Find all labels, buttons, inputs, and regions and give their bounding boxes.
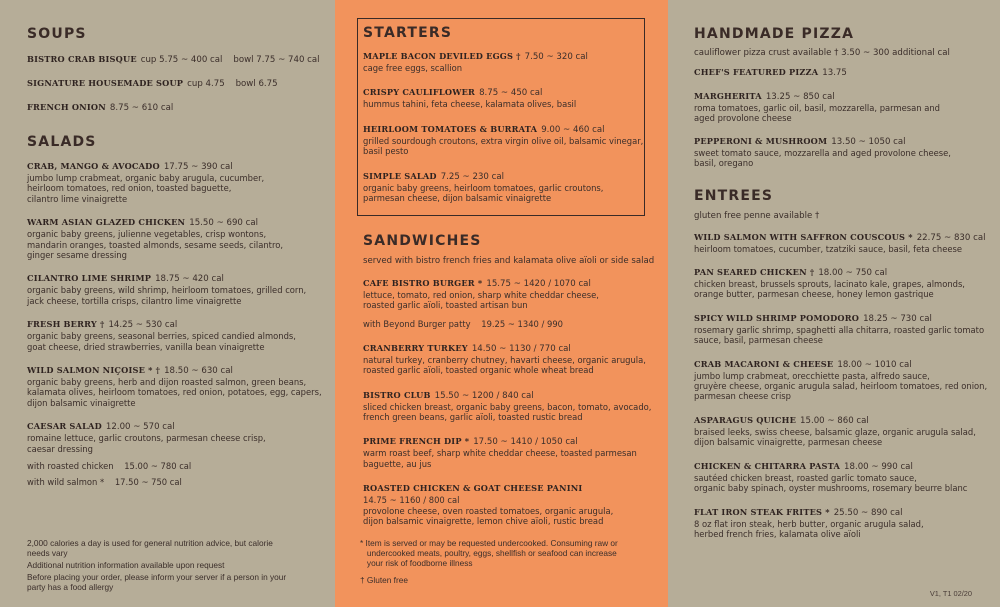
menu-item-description: herbed french fries, kalamata olive aïoli (694, 528, 861, 539)
menu-item-heading (363, 436, 658, 448)
menu-item-name: CAESAR SALAD (27, 421, 102, 432)
menu-item-price: 18.25 ~ 730 cal (863, 313, 932, 324)
menu-item (363, 343, 658, 376)
menu-item-heading (27, 319, 323, 331)
menu-item-heading (694, 313, 990, 325)
menu-item-name: CRAB, MANGO & AVOCADO (27, 161, 160, 171)
menu-item-heading (694, 232, 990, 244)
menu-item-description: sautéed chicken breast, roasted garlic tomato sauce, (694, 472, 917, 483)
menu-item (363, 278, 658, 329)
footnote-line: needs vary (27, 548, 68, 558)
menu-item (27, 161, 323, 204)
menu-item-heading (27, 365, 323, 377)
soups-title: SOUPS (27, 26, 87, 42)
menu-item-heading (27, 78, 323, 90)
menu-item (694, 67, 990, 79)
raw-note-line: your risk of foodborne illness (360, 558, 473, 568)
menu-item-description: hummus tahini, feta cheese, kalamata olives, basil (363, 99, 577, 110)
raw-note-line: * Item is served or may be requested undercooked. Consuming raw or (360, 538, 618, 548)
menu-item-name: CRISPY CAULIFLOWER (363, 87, 476, 98)
menu-item-heading (694, 507, 990, 519)
menu-item-price: 7.25 ~ 230 cal (440, 171, 504, 182)
menu-item-price: 12.00 ~ 570 cal (105, 422, 175, 433)
menu-item (27, 421, 323, 454)
menu-item-price: 18.00 ~ 750 cal (818, 268, 888, 279)
entrees-subtitle: gluten free penne available † (694, 210, 820, 221)
menu-item-name: BISTRO CRAB BISQUE (27, 54, 137, 64)
menu-item (694, 313, 990, 346)
menu-item-name: SIGNATURE HOUSEMADE SOUP (27, 78, 184, 88)
middle-column (335, 0, 668, 607)
menu-item-name: FRESH BERRY † (27, 319, 105, 330)
menu-item (363, 436, 658, 469)
menu-item-name: ROASTED CHICKEN & GOAT CHEESE PANINI (363, 483, 583, 494)
menu-item-price: 15.75 ~ 1420 / 1070 cal (486, 279, 591, 289)
menu-item-description: braised leeks, swiss cheese, balsamic glaze, organic arugula salad, (694, 426, 976, 437)
menu-item-price: 15.00 ~ 860 cal (800, 415, 869, 426)
menu-item (694, 232, 990, 254)
pizza-list (694, 67, 990, 169)
salad-addon: with roasted chicken 15.00 ~ 780 cal (27, 461, 192, 472)
menu-item-heading (27, 273, 323, 285)
menu-item (694, 507, 990, 540)
menu-item-description: mandarin oranges, toasted almonds, sesame seeds, cilantro, (27, 239, 284, 250)
menu-item-heading (363, 278, 658, 290)
menu-item-price: 8.75 ~ 450 cal (479, 88, 543, 99)
nutrition-footnote (27, 538, 286, 592)
menu-item (694, 136, 990, 169)
menu-item-description: roasted garlic aïoli, toasted artisan bun (363, 300, 528, 311)
menu-item-name: WILD SALMON WITH SAFFRON COUSCOUS * (694, 231, 913, 242)
menu-item-price: 17.75 ~ 390 cal (163, 162, 233, 172)
menu-item-description: baguette, au jus (363, 458, 432, 469)
menu-item-name: FLAT IRON STEAK FRITES * (694, 506, 830, 517)
menu-item (27, 273, 323, 306)
menu-item-addon: with Beyond Burger patty 19.25 ~ 1340 / 990 (363, 318, 564, 329)
menu-item-description: romaine lettuce, garlic croutons, parmesan cheese crisp, (27, 433, 266, 444)
menu-item (363, 483, 658, 526)
sandwiches-title: SANDWICHES (363, 233, 482, 249)
menu-item-price: 25.50 ~ 890 cal (833, 507, 903, 518)
right-column (668, 0, 1000, 607)
menu-item-description: organic baby greens, wild shrimp, heirloom tomatoes, grilled corn, (27, 285, 307, 296)
menu-item-description: 8 oz flat iron steak, herb butter, organic arugula salad, (694, 518, 924, 529)
menu-item-price: 18.50 ~ 630 cal (164, 366, 233, 377)
menu-item-heading (363, 124, 644, 136)
menu-item-name: PAN SEARED CHICKEN † (694, 267, 815, 278)
menu-item-name: HEIRLOOM TOMATOES & BURRATA (363, 123, 538, 134)
menu-item (27, 319, 323, 352)
menu-item-heading (27, 217, 323, 229)
menu-item-heading (27, 102, 323, 114)
raw-food-footnote (360, 538, 618, 585)
menu-item-description: organic baby greens, seasonal berries, spiced candied almonds, (27, 331, 296, 342)
pizza-title: HANDMADE PIZZA (694, 26, 855, 42)
menu-item-name: CILANTRO LIME SHRIMP (27, 273, 152, 284)
sandwiches-subtitle: served with bistro french fries and kalamata olive aïoli or side salad (363, 256, 655, 266)
menu-item-description: orange butter, parmesan cheese, honey lemon gastrique (694, 289, 934, 300)
gluten-free-note: † Gluten free (360, 575, 408, 585)
menu-item-description: cilantro lime vinaigrette (27, 193, 128, 204)
menu-item-price: 22.75 ~ 830 cal (916, 232, 986, 243)
menu-item-heading (694, 415, 990, 427)
menu-item-name: WARM ASIAN GLAZED CHICKEN (27, 217, 186, 228)
menu-item-description: organic baby spinach, oyster mushrooms, rosemary beurre blanc (694, 483, 968, 494)
menu-item-price: 15.50 ~ 1200 / 840 cal (434, 390, 534, 401)
menu-item-price: 13.75 (822, 68, 847, 78)
menu-item-name: MARGHERITA (694, 91, 762, 101)
footnote-line: Before placing your order, please inform your server if a person in your (27, 572, 287, 582)
menu-item-description: kalamata olives, heirloom tomatoes, red onion, potatoes, egg, capers, (27, 387, 322, 398)
menu-item (363, 171, 644, 204)
menu-item-name: PEPPERONI & MUSHROOM (694, 135, 828, 146)
menu-item-description: provolone cheese, oven roasted tomatoes, organic arugula, (363, 505, 614, 516)
menu-item-price: 14.50 ~ 1130 / 770 cal (471, 343, 571, 354)
menu-item-heading (694, 267, 990, 279)
menu-item-heading (27, 421, 323, 433)
menu-item-name: CHICKEN & CHITARRA PASTA (694, 460, 841, 471)
menu-item-description: roasted garlic aïoli, toasted organic whole wheat bread (363, 365, 594, 376)
version-label: V1, T1 02/20 (929, 589, 972, 598)
menu-item-name: FRENCH ONION (27, 102, 106, 112)
menu-item-description: sliced chicken breast, organic baby greens, bacon, tomato, avocado, (363, 401, 652, 412)
soups-list (27, 54, 323, 114)
menu-item (694, 267, 990, 300)
menu-item (27, 365, 323, 408)
menu-item-price: 8.75 ~ 610 cal (109, 103, 174, 113)
menu-item (363, 390, 658, 423)
footnote-line: 2,000 calories a day is used for general nutrition advice, but calorie (27, 538, 273, 548)
menu-item-description: organic baby greens, herb and dijon roasted salmon, green beans, (27, 377, 307, 388)
menu-item-name: CRAB MACARONI & CHEESE (694, 358, 834, 369)
menu-item-name: WILD SALMON NIÇOISE * † (27, 365, 161, 376)
starters-list (363, 51, 644, 203)
menu-item (694, 91, 990, 124)
menu-item-description: french green beans, garlic aïoli, toasted rustic bread (363, 412, 583, 423)
entrees-title: ENTREES (694, 187, 774, 204)
menu-item-description: parmesan cheese, dijon balsamic vinaigrette (363, 193, 552, 204)
menu-item-price: 18.00 ~ 1010 cal (837, 359, 912, 370)
menu-item-name: BISTRO CLUB (363, 389, 431, 400)
menu-item-heading (694, 91, 990, 103)
menu-item-name: MAPLE BACON DEVILED EGGS † (363, 51, 521, 61)
menu-item-price: 13.25 ~ 850 cal (765, 92, 835, 102)
menu-item-description: chicken breast, brussels sprouts, lacinato kale, grapes, almonds, (694, 279, 965, 290)
menu-item-description: basil, oregano (694, 158, 754, 169)
menu-item-description: parmesan cheese crisp (694, 391, 791, 402)
menu-item-price: 13.50 ~ 1050 cal (831, 136, 906, 147)
menu-item-description: aged provolone cheese (694, 113, 792, 124)
menu-item-heading (363, 87, 644, 99)
footnote-line: Additional nutrition information available upon request (27, 560, 225, 570)
menu-item (27, 102, 323, 114)
menu-item-price: 7.50 ~ 320 cal (524, 52, 588, 62)
menu-item-price: 14.25 ~ 530 cal (108, 320, 178, 331)
menu-item-description: 14.75 ~ 1160 / 800 cal (363, 495, 460, 506)
menu-item-name: ASPARAGUS QUICHE (694, 414, 797, 425)
menu-item-name: PRIME FRENCH DIP * (363, 436, 470, 447)
entrees-list (694, 232, 990, 540)
menu-item-description: organic baby greens, julienne vegetables, crisp wontons, (27, 229, 267, 240)
menu-item-description: dijon balsamic vinaigrette, lemon chive aïoli, rustic bread (363, 516, 604, 527)
menu-item-description: jumbo lump crabmeat, organic baby arugula, cucumber, (27, 173, 265, 183)
menu-item-description: roma tomatoes, garlic oil, basil, mozzarella, parmesan and (694, 103, 940, 113)
menu-item-name: SPICY WILD SHRIMP POMODORO (694, 312, 860, 323)
menu-item-heading (27, 161, 323, 173)
menu-item-name: CRANBERRY TURKEY (363, 342, 468, 353)
menu-item-heading (694, 67, 990, 79)
starters-title: STARTERS (363, 25, 453, 41)
menu-item (363, 124, 644, 157)
footnote-line: party has a food allergy (27, 582, 114, 592)
menu-item-price: 18.00 ~ 990 cal (844, 461, 913, 472)
menu-item-description: grilled sourdough croutons, extra virgin olive oil, balsamic vinegar, (363, 135, 644, 146)
salads-list (27, 161, 323, 454)
menu-item-description: lettuce, tomato, red onion, sharp white cheddar cheese, (363, 290, 599, 300)
menu-item-heading (27, 54, 323, 66)
menu-item-name: CAFE BISTRO BURGER * (363, 278, 483, 288)
menu-item-description: jack cheese, tortilla crisps, cilantro lime vinaigrette (27, 295, 242, 306)
menu-item-description: natural turkey, cranberry chutney, havarti cheese, organic arugula, (363, 354, 646, 365)
menu-item-description: rosemary garlic shrimp, spaghetti alla chitarra, roasted garlic tomato (694, 324, 985, 335)
menu-item (694, 359, 990, 402)
menu-item-price: 18.75 ~ 420 cal (155, 274, 224, 285)
menu-item-description: basil pesto (363, 146, 409, 157)
pizza-subtitle: cauliflower pizza crust available † 3.50 ~ 300 additional cal (694, 48, 950, 58)
menu-item-description: cage free eggs, scallion (363, 63, 463, 73)
menu-item (694, 461, 990, 494)
salads-addons (27, 461, 323, 487)
menu-item-name: SIMPLE SALAD (363, 170, 437, 181)
menu-item-heading (363, 171, 644, 183)
menu-item-description: dijon balsamic vinaigrette, parmesan cheese (694, 437, 883, 448)
menu-item-price: 17.50 ~ 1410 / 1050 cal (473, 437, 578, 448)
menu-item-description: sauce, basil, parmesan cheese (694, 335, 823, 346)
menu-item-heading (694, 136, 990, 148)
salad-addon: with wild salmon * 17.50 ~ 750 cal (27, 477, 182, 488)
menu-item (27, 217, 323, 260)
menu-item-heading (363, 483, 658, 495)
menu-item (694, 415, 990, 448)
menu-item-name: CHEF'S FEATURED PIZZA (694, 67, 819, 77)
menu-item-heading (694, 461, 990, 473)
menu-item (363, 51, 644, 73)
menu-item-description: gruyère cheese, organic arugula salad, heirloom tomatoes, red onion, (694, 381, 988, 392)
menu-item (27, 54, 323, 66)
menu-item-description: jumbo lump crabmeat, orecchiette pasta, alfredo sauce, (694, 370, 930, 381)
menu-item (27, 78, 323, 90)
menu-item-description: heirloom tomatoes, red onion, toasted baguette, (27, 183, 232, 194)
menu-item-description: dijon balsamic vinaigrette (27, 397, 136, 408)
menu-item (363, 87, 644, 109)
menu-item-description: caesar dressing (27, 443, 93, 454)
salads-title: SALADS (27, 134, 97, 150)
menu-item-price: cup 4.75 bowl 6.75 (187, 79, 278, 89)
menu-item-price: 9.00 ~ 460 cal (541, 124, 605, 135)
menu-item-description: heirloom tomatoes, cucumber, tzatziki sauce, basil, feta cheese (694, 243, 963, 254)
menu-item-description: sweet tomato sauce, mozzarella and aged provolone cheese, (694, 147, 951, 158)
menu-item-heading (694, 359, 990, 371)
menu-item-price: cup 5.75 ~ 400 cal bowl 7.75 ~ 740 cal (140, 55, 320, 65)
menu-item-heading (363, 51, 644, 63)
menu-item-description: organic baby greens, heirloom tomatoes, garlic croutons, (363, 182, 604, 193)
menu-item-description: ginger sesame dressing (27, 250, 127, 261)
menu-item-description: warm roast beef, sharp white cheddar cheese, toasted parmesan (363, 448, 637, 459)
raw-note-line: undercooked meats, poultry, eggs, shellfish or seafood can increase (360, 548, 617, 558)
starters-box (357, 18, 645, 216)
menu-item-price: 15.50 ~ 690 cal (189, 218, 259, 229)
menu-item-heading (363, 343, 658, 355)
left-column (0, 0, 335, 607)
menu-item-description: goat cheese, dried strawberries, vanilla bean vinaigrette (27, 341, 265, 352)
menu-item-heading (363, 390, 658, 402)
sandwiches-list (363, 278, 658, 526)
